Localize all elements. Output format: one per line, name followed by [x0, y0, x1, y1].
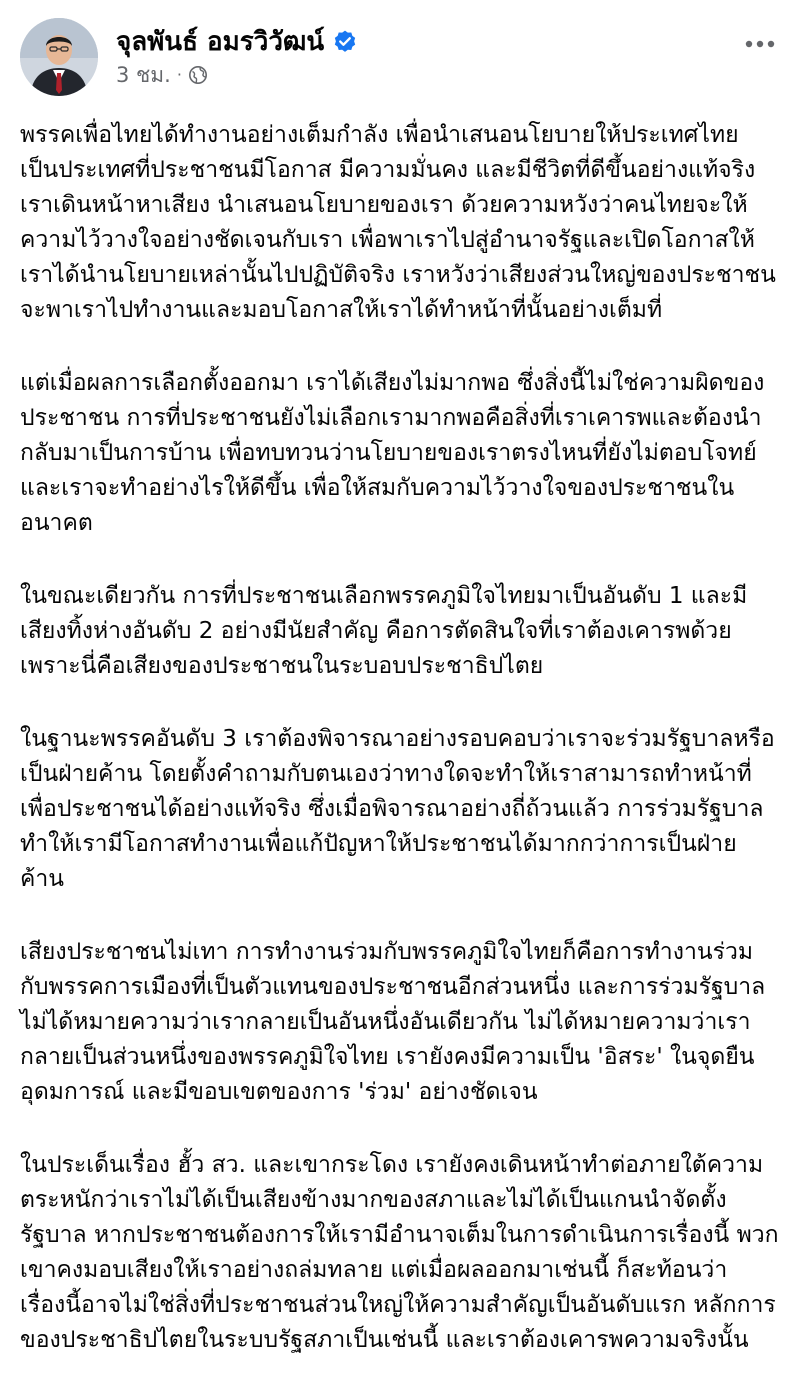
post-meta	[116, 62, 358, 88]
verified-badge-icon	[332, 29, 358, 55]
author-row	[116, 26, 358, 58]
post-paragraph: แต่เมื่อผลการเลือกตั้งออกมา เราได้เสียงไม่มากพอ ซึ่งสิ่งนี้ไม่ใช่ความผิดของ ประชาชน การที่ประชาชนยังไม่เลือกเรามากพอคือสิ่งที่เราเคารพและต้องนำ กลับมาเป็นการบ้าน เพื่อทบทวนว่านโยบายของเราตรงไหนที่ยังไม่ตอบโจทย์ และเราจะทำอย่างไรให้ดีขึ้น เพื่อให้สมกับความไว้วางใจของประชาชนใน อนาคต	[20, 370, 765, 536]
more-horizontal-icon	[744, 39, 776, 49]
more-options-button[interactable]	[740, 28, 780, 60]
author-name[interactable]: จุลพันธ์ อมรวิวัฒน์	[116, 27, 325, 57]
post-header	[20, 18, 780, 96]
meta-separator: ·	[176, 65, 182, 84]
avatar-image	[20, 18, 98, 96]
post-paragraph: เสียงประชาชนไม่เทา การทำงานร่วมกับพรรคภูมิใจไทยก็คือการทำงานร่วม กับพรรคการเมืองที่เป็นตัวแทนของประชาชนอีกส่วนหนึ่ง และการร่วมรัฐบาล ไม่ได้หมายความว่าเรากลายเป็นอันหนึ่งอันเดียวกัน ไม่ได้หมายความว่าเรา กลายเป็นส่วนหนึ่งของพรรคภูมิใจไทย เรายังคงมีความเป็น 'อิสระ' ในจุดยืน อุดมการณ์ และมีขอบเขตของการ 'ร่วม' อย่างชัดเจน	[20, 939, 766, 1105]
post-body	[20, 118, 785, 1396]
globe-icon[interactable]	[188, 65, 208, 85]
post-timestamp[interactable]: 3 ชม.	[116, 63, 171, 87]
post-paragraph: ในฐานะพรรคอันดับ 3 เราต้องพิจารณาอย่างรอบคอบว่าเราจะร่วมรัฐบาลหรือ เป็นฝ่ายค้าน โดยตั้งคำถามกับตนเองว่าทางใดจะทำให้เราสามารถทำหน้าที่ เพื่อประชาชนได้อย่างแท้จริง ซึ่งเมื่อพิจารณาอย่างถี่ถ้วนแล้ว การร่วมรัฐบาล ทำให้เรามีโอกาสทำงานเพื่อแก้ปัญหาให้ประชาชนได้มากกว่าการเป็นฝ่าย ค้าน	[20, 726, 775, 892]
post-paragraph: พรรคเพื่อไทยได้ทำงานอย่างเต็มกำลัง เพื่อนำเสนอนโยบายให้ประเทศไทย เป็นประเทศที่ประชาชนมีโอกาส มีความมั่นคง และมีชีวิตที่ดีขึ้นอย่างแท้จริง เราเดินหน้าหาเสียง นำเสนอนโยบายของเรา ด้วยความหวังว่าคนไทยจะให้ ความไว้วางใจอย่างชัดเจนกับเรา เพื่อพาเราไปสู่อำนาจรัฐและเปิดโอกาสให้ เราได้นำนโยบายเหล่านั้นไปปฏิบัติจริง เราหวังว่าเสียงส่วนใหญ่ของประชาชน จะพาเราไปทำงานและมอบโอกาสให้เราได้ทำหน้าที่นั้นอย่างเต็มที่	[20, 122, 776, 323]
post-paragraph: ในประเด็นเรื่อง ฮั้ว สว. และเขากระโดง เรายังคงเดินหน้าทำต่อภายใต้ความ ตระหนักว่าเราไม่ได้เป็นเสียงข้างมากของสภาและไม่ได้เป็นแกนนำจัดตั้ง รัฐบาล หากประชาชนต้องการให้เรามีอำนาจเต็มในการดำเนินการเรื่องนี้ พวก เขาคงมอบเสียงให้เราอย่างถล่มทลาย แต่เมื่อผลออกมาเช่นนี้ ก็สะท้อนว่า เรื่องนี้อาจไม่ใช่สิ่งที่ประชาชนส่วนใหญ่ให้ความสำคัญเป็นอันดับแรก หลักการ ของประชาธิปไตยในระบบรัฐสภาเป็นเช่นนี้ และเราต้องเคารพความจริงนั้น	[20, 1152, 779, 1353]
avatar[interactable]	[20, 18, 98, 96]
author-block	[116, 26, 358, 88]
post-paragraph: ในขณะเดียวกัน การที่ประชาชนเลือกพรรคภูมิใจไทยมาเป็นอันดับ 1 และมี เสียงทิ้งห่างอันดับ 2 อย่างมีนัยสำคัญ คือการตัดสินใจที่เราต้องเคารพด้วย เพราะนี่คือเสียงของประชาชนในระบอบประชาธิปไตย	[20, 583, 748, 679]
